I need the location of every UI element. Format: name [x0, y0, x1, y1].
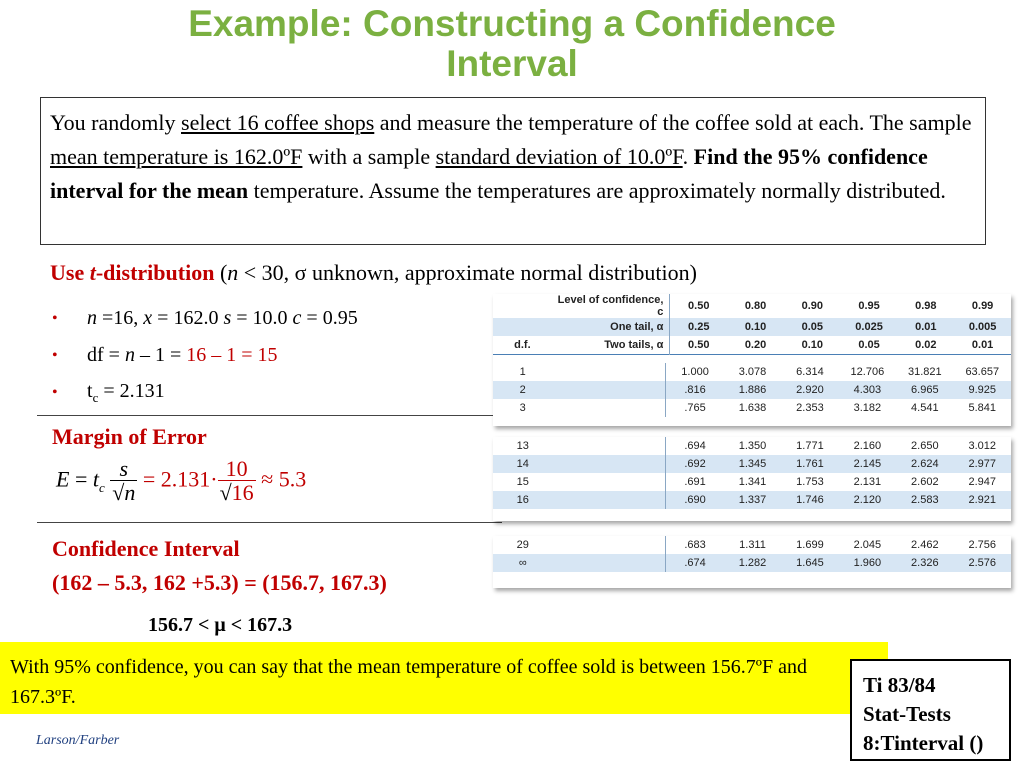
s-over-sqrt-n [110, 458, 137, 505]
df-cell: 14 [493, 455, 552, 473]
val-x: = 162.0 [152, 307, 224, 329]
problem-text: with a sample [302, 144, 436, 169]
t-value-cell: 12.706 [850, 366, 885, 378]
var-c: c [292, 307, 302, 329]
df-cell: 15 [516, 476, 529, 488]
bullet-icon: • [52, 309, 58, 327]
t-value-cell: 2.624 [896, 455, 953, 473]
t-critical-value: = 2.131 [98, 379, 165, 402]
table-cell: 0.90 [801, 300, 823, 312]
df-mid: – 1 = [134, 344, 187, 366]
table-cell: 0.10 [801, 339, 823, 351]
table-cell: 0.05 [858, 339, 880, 351]
table-cell [552, 536, 665, 554]
t-value-cell: 2.462 [911, 539, 939, 551]
t-value-cell: 2.602 [911, 476, 939, 488]
numerator: 10 [225, 456, 248, 481]
table-row [493, 437, 1011, 455]
interval-inequality: 156.7 < μ < 167.3 [148, 614, 293, 636]
t-value-cell: 1.960 [839, 554, 896, 572]
distribution-choice [50, 260, 697, 286]
t-value-cell: 2.756 [968, 539, 997, 551]
table-cell [493, 318, 552, 336]
df-cell: 3 [519, 402, 526, 414]
t-value-cell: 63.657 [965, 366, 1000, 378]
table-row [493, 455, 1011, 473]
header-df: d.f. [514, 339, 531, 351]
divider [37, 522, 502, 523]
n-symbol: n [227, 260, 239, 285]
E-symbol: E [56, 466, 70, 492]
title-line-1: Example: Constructing a Confidence [188, 3, 836, 44]
t-table-rows-high-df [493, 536, 1011, 572]
problem-text: . [682, 144, 694, 169]
approx-result: ≈ 5.3 [255, 466, 307, 492]
t-value-cell: 2.576 [954, 554, 1011, 572]
problem-text: and measure the temperature of the coffee sold at each. The sample [374, 110, 972, 135]
df-cell: 29 [516, 539, 529, 551]
table-cell: 0.50 [670, 336, 727, 355]
var-n: n [124, 344, 135, 366]
calculator-instructions-box [850, 659, 1011, 761]
problem-text: You randomly [50, 110, 182, 135]
table-cell: 0.01 [897, 318, 954, 336]
t-value-cell: .816 [666, 381, 724, 399]
t-value-cell: 4.541 [911, 402, 939, 414]
df-label: df = [87, 344, 125, 366]
t-table-panel-bottom [493, 536, 1011, 588]
equals: = [69, 466, 93, 492]
table-cell [552, 381, 665, 399]
t-value-cell: .765 [666, 399, 724, 417]
t-value-cell: 2.353 [796, 402, 824, 414]
t-value-cell: .683 [666, 536, 724, 554]
table-row [493, 399, 1011, 417]
var-n: n [87, 307, 97, 329]
numerator: s [119, 456, 129, 481]
t-value-cell: 9.925 [954, 381, 1011, 399]
calculator-function: 8:Tinterval () [863, 731, 984, 755]
t-table-rows-low-df [493, 363, 1011, 417]
t-value-cell: 1.638 [738, 402, 767, 414]
table-cell [552, 399, 665, 417]
header-confidence-label: Level of confidence, c [557, 294, 664, 318]
calculator-menu: Stat-Tests [863, 702, 951, 726]
list-item [52, 300, 358, 337]
t-value-cell: 2.160 [853, 440, 882, 452]
distribution-reason: < 30, σ unknown, approximate normal distribution) [238, 260, 697, 285]
confidence-interval-value: (162 – 5.3, 162 +5.3) = (156.7, 167.3) [52, 570, 387, 595]
t-table-rows-mid-df [493, 437, 1011, 509]
paren: ( [214, 260, 228, 285]
table-row [493, 473, 1011, 491]
table-row [493, 491, 1011, 509]
t-value-cell: .694 [666, 437, 724, 455]
sqrt-icon: √ [112, 480, 125, 505]
margin-of-error-formula [56, 458, 306, 518]
table-cell: 0.025 [841, 318, 898, 336]
problem-underlined-sample: select 16 coffee shops [181, 110, 375, 135]
t-value-cell: 3.078 [738, 366, 767, 378]
df-cell: 13 [516, 440, 529, 452]
table-cell: 0.50 [670, 294, 727, 318]
df-cell: 1 [519, 366, 526, 378]
t-value-cell: 2.650 [911, 440, 939, 452]
table-row [493, 554, 1011, 572]
t-value-cell: 1.746 [781, 491, 838, 509]
table-cell [552, 455, 665, 473]
t-sub: c [92, 389, 99, 405]
df-cell: 2 [493, 381, 552, 399]
val-s: = 10.0 [231, 307, 293, 329]
t-value-cell: 31.821 [907, 366, 942, 378]
table-row [493, 363, 1011, 381]
list-item [52, 374, 358, 411]
var-x: x [143, 307, 153, 329]
calculator-model: Ti 83/84 [863, 673, 936, 697]
t-value-cell: 1.699 [796, 539, 824, 551]
table-spacer [493, 355, 1011, 364]
table-cell [552, 554, 665, 572]
use-word: Use [50, 260, 90, 285]
ten-over-sqrt-16 [218, 458, 256, 505]
t-value-cell: 1.350 [738, 440, 767, 452]
t-value-cell: 1.645 [781, 554, 838, 572]
t-value-cell: 3.182 [853, 402, 882, 414]
denominator: n [124, 480, 136, 505]
table-cell [493, 294, 552, 318]
t-value-cell: 2.947 [968, 476, 997, 488]
t-value-cell: 2.045 [853, 539, 882, 551]
t-symbol: t [89, 260, 96, 285]
t-label: t [87, 379, 93, 402]
t-value-cell: 1.337 [724, 491, 781, 509]
t-table [493, 294, 1011, 363]
t-value-cell: .692 [666, 455, 724, 473]
t-value-cell: .674 [666, 554, 724, 572]
bullet-icon: • [52, 383, 58, 401]
list-item [52, 337, 358, 374]
margin-of-error-heading: Margin of Error [52, 424, 207, 449]
t-value-cell: 1.886 [724, 381, 781, 399]
table-cell: 0.98 [915, 300, 937, 312]
t-value-cell: 1.341 [738, 476, 767, 488]
t-value-cell: 4.303 [839, 381, 896, 399]
header-one-tail-label: One tail, α [552, 318, 670, 336]
table-cell: 0.05 [784, 318, 841, 336]
t-value-cell: 1.753 [796, 476, 824, 488]
denominator: 16 [231, 480, 254, 505]
t-value-cell: 6.965 [896, 381, 953, 399]
table-row [493, 336, 1011, 355]
table-cell: 0.99 [971, 300, 994, 312]
problem-text: temperature. Assume the temperatures are approximately normally distributed. [248, 178, 946, 203]
t-value-cell: 2.326 [896, 554, 953, 572]
var-s: s [223, 307, 232, 329]
table-row [493, 318, 1011, 336]
slide-title [0, 4, 1024, 84]
t-value-cell: 1.311 [739, 539, 766, 551]
t-value-cell: 2.120 [839, 491, 896, 509]
table-cell: 0.95 [858, 300, 880, 312]
df-cell: 16 [493, 491, 552, 509]
t-value-cell: 2.920 [781, 381, 838, 399]
t-value-cell: 1.282 [724, 554, 781, 572]
val-n: =16, [97, 307, 144, 329]
header-two-tails-label: Two tails, α [604, 339, 664, 351]
table-cell [493, 355, 1011, 364]
divider [37, 415, 502, 416]
t-value-times: = 2.131· [137, 466, 218, 492]
t-value-cell: 2.921 [954, 491, 1011, 509]
table-cell [552, 437, 665, 455]
bullet-icon: • [52, 346, 58, 364]
t-value-cell: 1.000 [666, 363, 724, 381]
t-value-cell: 1.761 [781, 455, 838, 473]
problem-statement-box [40, 97, 986, 245]
t-table-panel-top [493, 294, 1011, 426]
t-symbol: t [92, 466, 99, 492]
t-value-cell: 3.012 [968, 440, 997, 452]
confidence-interval-heading: Confidence Interval [52, 536, 240, 561]
table-cell: 0.02 [915, 339, 937, 351]
t-value-cell: 1.345 [724, 455, 781, 473]
t-value-cell: 2.977 [954, 455, 1011, 473]
t-value-cell: 2.131 [853, 476, 882, 488]
df-cell: ∞ [493, 554, 552, 572]
problem-underlined-sd: standard deviation of 10.0ºF [435, 144, 683, 169]
table-cell: 0.25 [670, 318, 727, 336]
table-cell: 0.80 [744, 300, 767, 312]
distribution-word: -distribution [95, 260, 215, 285]
conclusion-text: With 95% confidence, you can say that the mean temperature of coffee sold is between 156.7ºF and 167.3ºF. [10, 656, 807, 708]
table-cell: 0.005 [954, 318, 1011, 336]
given-values-list [52, 300, 358, 411]
df-result: 16 – 1 = 15 [186, 344, 278, 366]
table-row [493, 294, 1011, 318]
table-cell [552, 491, 665, 509]
t-value-cell: .691 [666, 473, 724, 491]
t-value-cell: 2.145 [839, 455, 896, 473]
title-line-2: Interval [446, 43, 578, 84]
author-credit: Larson/Farber [36, 733, 120, 748]
table-cell: 0.20 [744, 339, 767, 351]
t-sub: c [99, 479, 105, 495]
t-value-cell: 2.583 [896, 491, 953, 509]
val-c: = 0.95 [301, 307, 358, 329]
table-cell [552, 363, 665, 381]
table-row [493, 536, 1011, 554]
table-cell: 0.01 [971, 339, 994, 351]
t-value-cell: 6.314 [796, 366, 824, 378]
table-cell [552, 473, 665, 491]
sqrt-icon: √ [219, 480, 232, 505]
t-value-cell: 5.841 [968, 402, 997, 414]
t-table-panel-middle [493, 437, 1011, 521]
table-cell: 0.10 [727, 318, 784, 336]
t-value-cell: 1.771 [796, 440, 824, 452]
t-value-cell: .690 [666, 491, 724, 509]
problem-underlined-mean: mean temperature is 162.0ºF [50, 144, 303, 169]
problem-task-bold: Find the 95% confidence interval for the mean [50, 144, 928, 203]
table-row [493, 381, 1011, 399]
